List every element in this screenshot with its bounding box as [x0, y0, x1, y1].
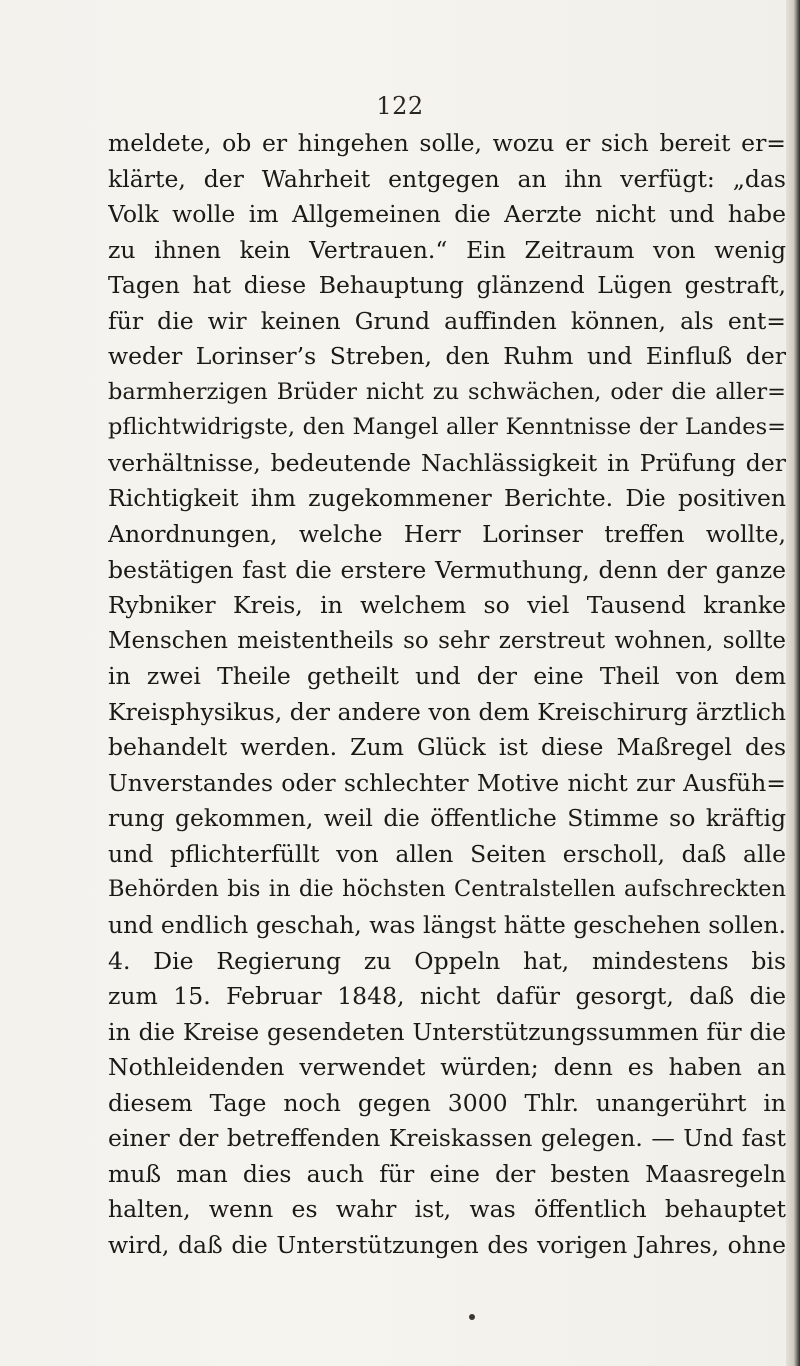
text-line: Nothleidenden verwendet würden; denn es haben an: [108, 1053, 786, 1082]
text-line: Richtigkeit ihm zugekommener Berichte. Die positiven: [108, 484, 786, 513]
text-line: einer der betreffenden Kreiskassen gelegen. — Und fast: [108, 1124, 786, 1153]
text-line: halten, wenn es wahr ist, was öffentlich behauptet: [108, 1195, 786, 1224]
text-line: diesem Tage noch gegen 3000 Thlr. unangerührt in: [108, 1088, 786, 1117]
text-line: muß man dies auch für eine der besten Maasregeln: [108, 1159, 786, 1188]
text-line: rung gekommen, weil die öffentliche Stimme so kräftig: [108, 804, 786, 833]
text-line: klärte, der Wahrheit entgegen an ihn verfügt: „das: [108, 164, 786, 193]
text-line: Kreisphysikus, der andere von dem Kreischirurg ärztlich: [108, 697, 786, 726]
text-line: behandelt werden. Zum Glück ist diese Maßregel des: [108, 733, 786, 762]
text-line: Volk wolle im Allgemeinen die Aerzte nicht und habe: [108, 200, 786, 229]
ink-speck: [469, 1314, 475, 1320]
text-line: pflichtwidrigste, den Mangel aller Kenntnisse der Landes=: [108, 414, 786, 441]
text-line: verhältnisse, bedeutende Nachlässigkeit in Prüfung der: [108, 448, 786, 477]
text-line: barmherzigen Brüder nicht zu schwächen, oder die aller=: [108, 378, 786, 405]
text-line: 4. Die Regierung zu Oppeln hat, mindestens bis: [108, 946, 786, 975]
text-line: bestätigen fast die erstere Vermuthung, denn der ganze: [108, 555, 786, 584]
text-line: meldete, ob er hingehen solle, wozu er sich bereit er=: [108, 129, 786, 157]
page-number: 122: [376, 92, 424, 120]
text-line: und endlich geschah, was längst hätte geschehen sollen.: [108, 911, 786, 940]
text-line: Rybniker Kreis, in welchem so viel Tausend kranke: [108, 591, 786, 620]
text-line: für die wir keinen Grund auffinden können, als ent=: [108, 306, 786, 335]
body-text: [108, 126, 786, 1264]
text-line: und pflichterfüllt von allen Seiten erscholl, daß alle: [108, 839, 786, 868]
text-line: Tagen hat diese Behauptung glänzend Lügen gestraft,: [108, 271, 786, 300]
text-line: Behörden bis in die höchsten Centralstellen aufschreckten: [108, 876, 786, 903]
text-line: in zwei Theile getheilt und der eine Theil von dem: [108, 662, 786, 691]
text-line: Unverstandes oder schlechter Motive nicht zur Ausfüh=: [108, 768, 786, 797]
text-line: zum 15. Februar 1848, nicht dafür gesorgt, daß die: [108, 982, 786, 1011]
text-line: Menschen meistentheils so sehr zerstreut wohnen, sollte: [108, 627, 786, 654]
text-line: wird, daß die Unterstützungen des vorigen Jahres, ohne: [108, 1230, 786, 1259]
book-spine-edge: [786, 0, 800, 1366]
text-line: zu ihnen kein Vertrauen.“ Ein Zeitraum von wenig: [108, 235, 786, 264]
text-line: in die Kreise gesendeten Unterstützungssummen für die: [108, 1017, 786, 1046]
text-line: Anordnungen, welche Herr Lorinser treffen wollte,: [108, 520, 786, 549]
text-line: weder Lorinser’s Streben, den Ruhm und Einfluß der: [108, 342, 786, 371]
